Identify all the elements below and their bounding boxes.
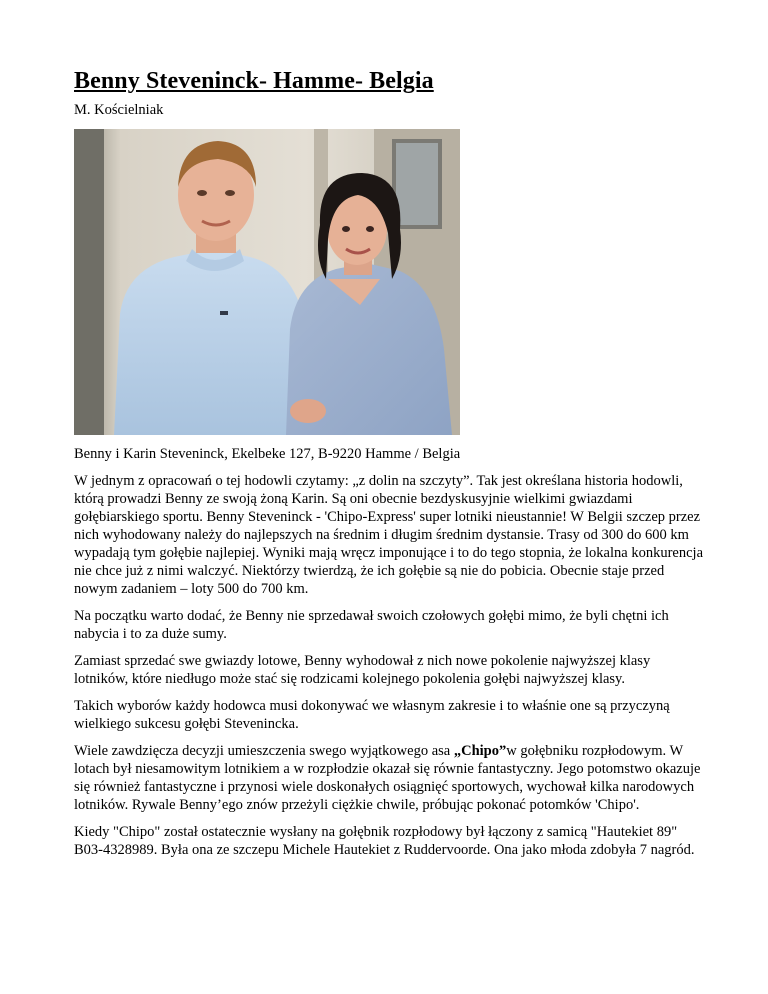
chipo-name-bold: „Chipo” <box>453 743 507 759</box>
paragraph-1: W jednym z opracowań o tej hodowli czytamy: „z dolin na szczyty”. Tak jest określana historia hodowli, którą prowadzi Benny ze swoją żoną Karin. Są oni obecnie bezdyskusyjnie wielkimi gwiazdami gołębiarskiego sportu. Benny Steveninck - 'Chipo-Express' super lotniki nieustannie! W Belgii szczep przez nich wyhodowany należy do najlepszych na średnim i długim średnim dystansie. Trasy od 300 do 600 km wypadają tym gołębie najlepiej. Wyniki mają wręcz imponujące i to do tego stopnia, że lokalna konkurencja nie chce już z nimi walczyć. Niektórzy twierdzą, że ich gołębie są nie do pobicia. Obecnie staje przed nowym zadaniem – loty 500 do 700 km. <box>74 473 704 597</box>
paragraph-2: Na początku warto dodać, że Benny nie sprzedawał swoich czołowych gołębi mimo, że byli chętni ich nabycia i to za duże sumy. <box>74 608 669 642</box>
paragraph-5-start: Wiele zawdzięcza decyzji umieszczenia swego wyjątkowego asa <box>74 743 454 759</box>
couple-photo-illustration <box>74 129 460 435</box>
paragraph-6: Kiedy "Chipo" został ostatecznie wysłany na gołębnik rozpłodowy był łączony z samicą "Hautekiet 89" B03-4328989. Była ona ze szczepu Michele Hautekiet z Ruddervoorde. Ona jako młoda zdobyła 7 nagród. <box>74 824 695 858</box>
paragraph-4: Takich wyborów każdy hodowca musi dokonywać we własnym zakresie i to właśnie one są przyczyną wielkiego sukcesu gołębi Stevenincka. <box>74 698 670 732</box>
document-page <box>74 66 704 859</box>
paragraph-3: Zamiast sprzedać swe gwiazdy lotowe, Benny wyhodował z nich nowe pokolenie najwyższej klasy lotników, które niedługo może stać się rodzicami kolejnego pokolenia gołębi najwyższej klasy. <box>74 653 651 687</box>
paragraph-5-rest: w gołębniku rozpłodowym. W lotach był niesamowitym lotnikiem a w rozpłodzie okazał się równie fantastyczny. Jego potomstwo okazuje się również fantastyczne i przynosi wiele doskonałych osiągnięć sportowych, wychował kilka narodowych lotników. Rywale Benny’ego znów przeżyli ciężkie chwile, próbując pokonać potomków 'Chipo'. <box>74 743 701 813</box>
couple-photo <box>74 129 460 435</box>
photo-caption: Benny i Karin Steveninck, Ekelbeke 127, B-9220 Hamme / Belgia <box>74 446 461 462</box>
article-author: M. Kościelniak <box>74 102 164 118</box>
article-title: Benny Steveninck- Hamme- Belgia <box>74 68 434 94</box>
paragraph-5 <box>74 742 704 814</box>
